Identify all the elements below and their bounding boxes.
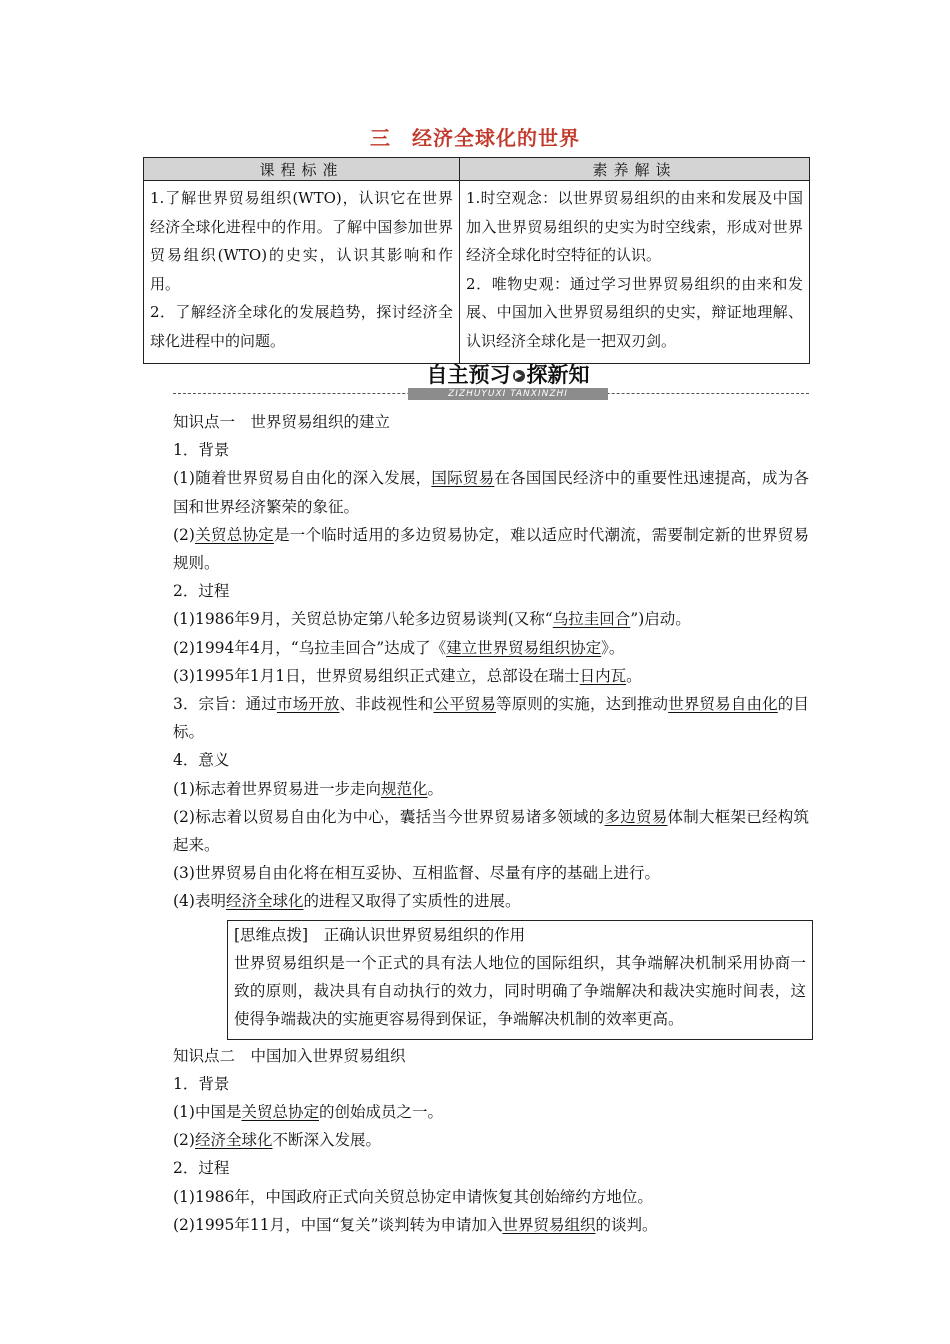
- paragraph: (1)标志着世界贸易进一步走向规范化。: [173, 779, 443, 798]
- paragraph: (1)随着世界贸易自由化的深入发展，国际贸易在各国国民经济中的重要性迅速提高，成为各国和世界经济繁荣的象征。: [173, 469, 809, 516]
- section-banner: [143, 360, 809, 400]
- literacy-cell: [460, 181, 810, 364]
- sub-heading: 2．过程: [173, 582, 230, 601]
- main-content: [143, 408, 809, 1239]
- banner-pinyin: ZIZHUYUXI TANXINZHI: [408, 388, 608, 400]
- paragraph: (1)1986年9月，关贸总协定第八轮多边贸易谈判(又称“乌拉圭回合”)启动。: [173, 610, 691, 629]
- paragraph: (1)中国是关贸总协定的创始成员之一。: [173, 1103, 443, 1122]
- banner-part2: 探新知: [526, 363, 590, 387]
- paragraph: (1)1986年，中国政府正式向关贸总协定申请恢复其创始缔约方地位。: [173, 1187, 653, 1206]
- standard-item: 2．了解经济全球化的发展趋势，探讨经济全球化进程中的问题。: [150, 303, 453, 350]
- tip-title: [思维点拨] 正确认识世界贸易组织的作用: [234, 925, 526, 944]
- paragraph: (3)1995年1月1日，世界贸易组织正式建立，总部设在瑞士日内瓦。: [173, 666, 642, 685]
- paragraph: (2)经济全球化不断深入发展。: [173, 1131, 381, 1150]
- paragraph: (2)标志着以贸易自由化为中心，囊括当今世界贸易诸多领域的多边贸易体制大框架已经构筑起来。: [173, 807, 809, 855]
- paragraph: (3)世界贸易自由化将在相互妥协、互相监督、尽量有序的基础上进行。: [173, 864, 660, 883]
- thinking-tip-box: [227, 920, 813, 1040]
- literacy-item: 1.时空观念：以世界贸易组织的由来和发展及中国加入世界贸易组织的史实为时空线索，形成对世界经济全球化时空特征的认识。: [466, 189, 803, 264]
- paragraph: (2)1995年11月，中国“复关”谈判转为申请加入世界贸易组织的谈判。: [173, 1215, 658, 1234]
- literacy-item: 2．唯物史观：通过学习世界贸易组织的由来和发展、中国加入世界贸易组织的史实，辩证地理解、认识经济全球化是一把双刃剑。: [466, 274, 803, 350]
- standard-item: 1.了解世界贸易组织(WTO)，认识它在世界经济全球化进程中的作用。了解中国参加世界贸易组织(WTO)的史实，认识其影响和作用。: [150, 189, 453, 293]
- paragraph: 3．宗旨：通过市场开放、非歧视性和公平贸易等原则的实施，达到推动世界贸易自由化的目标。: [173, 695, 809, 742]
- section-heading: 知识点二 中国加入世界贸易组织: [173, 1046, 406, 1065]
- sub-heading: 1．背景: [173, 441, 230, 460]
- table-header-standards: 课程标准: [144, 158, 460, 181]
- page-title: 三 经济全球化的世界: [370, 126, 580, 150]
- arrow-icon: ▶: [513, 370, 525, 382]
- section-heading: 知识点一 世界贸易组织的建立: [173, 413, 391, 431]
- standards-cell: [144, 181, 460, 364]
- paragraph: (2)1994年4月，“乌拉圭回合”达成了《建立世界贸易组织协定》。: [173, 638, 625, 657]
- paragraph: (2)关贸总协定是一个临时适用的多边贸易协定，难以适应时代潮流，需要制定新的世界贸易规则。: [173, 525, 809, 573]
- paragraph: (4)表明经济全球化的进程又取得了实质性的进展。: [173, 892, 521, 911]
- sub-heading: 1．背景: [173, 1074, 230, 1093]
- banner-part1: 自主预习: [426, 363, 511, 387]
- sub-heading: 2．过程: [173, 1159, 230, 1178]
- sub-heading: 4．意义: [173, 751, 230, 770]
- table-header-literacy: 素养解读: [460, 158, 810, 181]
- curriculum-table: [143, 157, 810, 364]
- tip-body: 世界贸易组织是一个正式的具有法人地位的国际组织，其争端解决机制采用协商一致的原则，裁决具有自动执行的效力，同时明确了争端解决和裁决实施时间表，这使得争端裁决的实施更容易得到保证，争端解决机制的效率更高。: [234, 953, 806, 1028]
- banner-title: [408, 362, 608, 399]
